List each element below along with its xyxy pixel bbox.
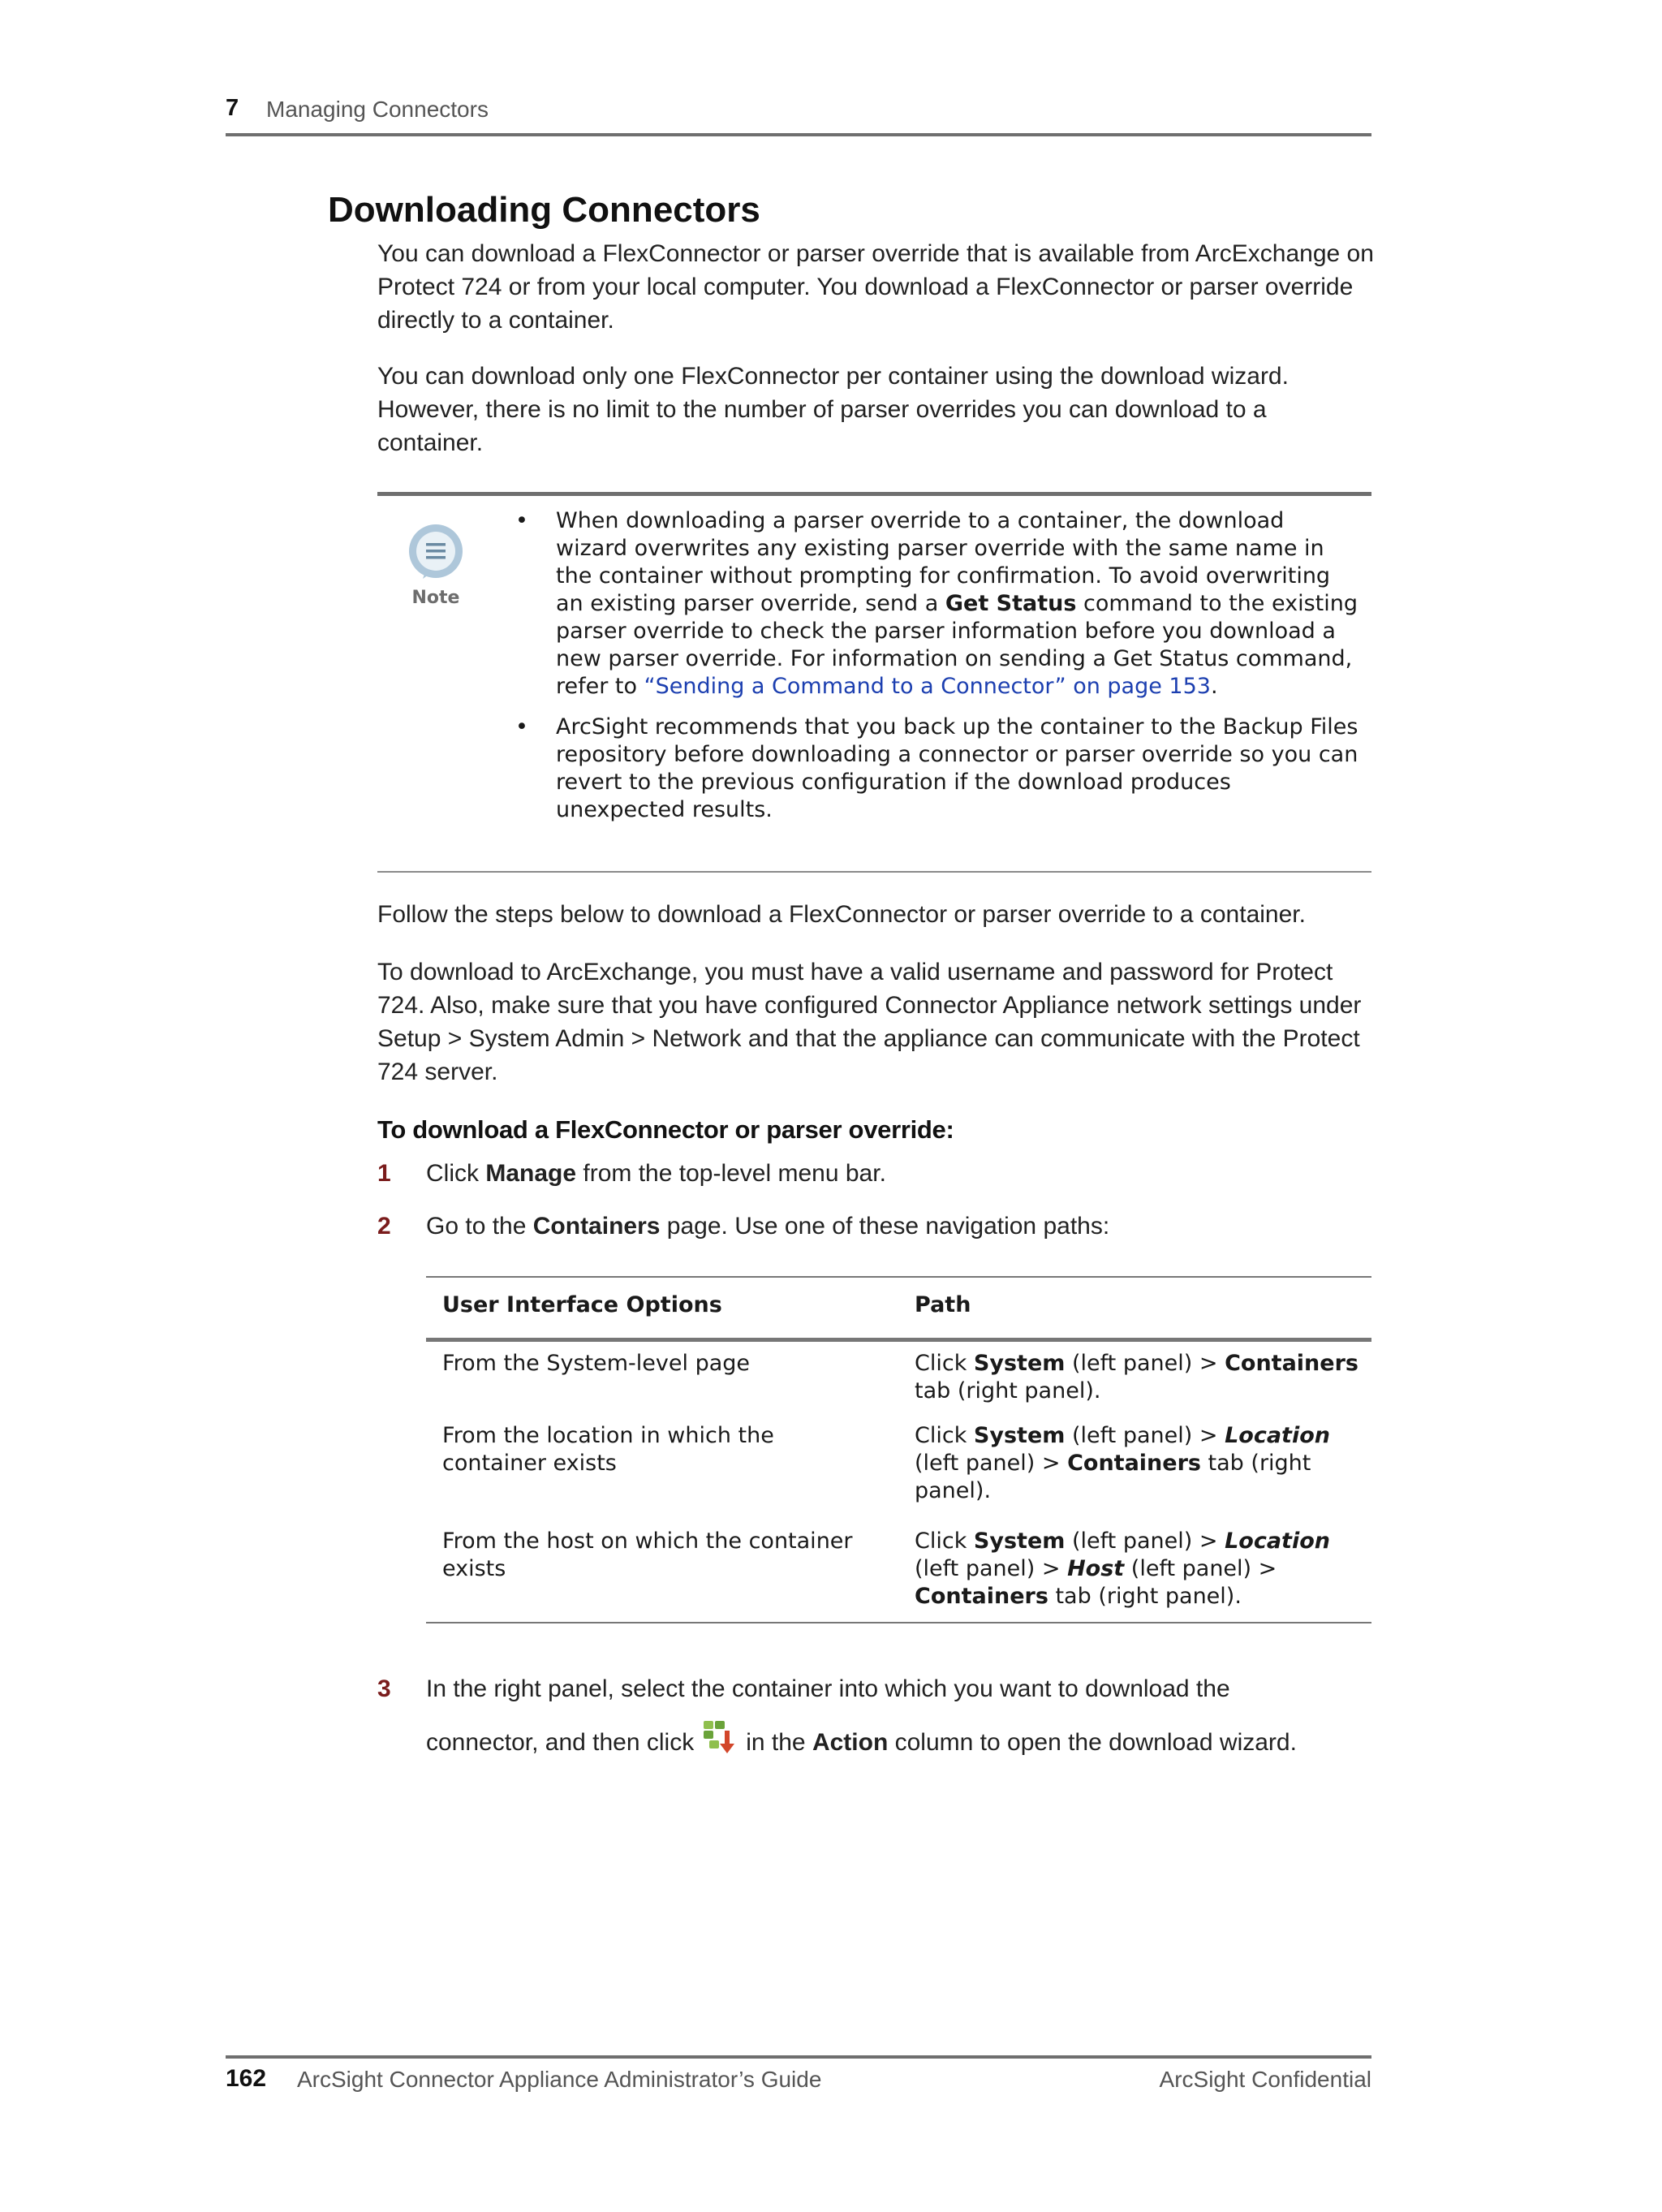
arcexchange-paragraph: To download to ArcExchange, you must have a valid username and password for Protect 724. Also, make sure that you have configured Connector Appliance network settings under Setup > System Admin > Network and that the appliance can communicate with the Protect 724 server. [377,959,1362,1085]
table-cell: Click System (left panel) > Location (left panel) > Containers tab (right panel). [915,1423,1330,1503]
containers-term: Containers [532,1213,661,1240]
manage-term: Manage [485,1160,577,1187]
column-header: Path [915,1292,971,1317]
page-header [226,91,1371,136]
confidential-label: ArcSight Confidential [1159,2067,1371,2092]
download-connector-icon [700,1719,736,1755]
chapter-title: Managing Connectors [266,97,489,122]
cross-reference-link[interactable]: “Sending a Command to a Connector” on page 153 [644,674,1211,699]
get-status-term: Get Status [945,591,1077,616]
section-heading: Downloading Connectors [328,190,760,230]
procedure-title: To download a FlexConnector or parser override: [377,1115,954,1144]
step-number: 1 [377,1160,391,1187]
step-2: 2 Go to the Containers page. Use one of these navigation paths: [377,1209,1376,1244]
action-term: Action [812,1729,889,1756]
table-header [426,1278,1371,1342]
step-3: 3 In the right panel, select the container into which you want to download the connector, and then click in the Action column to open the download wizard. [377,1672,1376,1761]
navigation-paths-table [426,1276,1371,1623]
table-cell: From the System-level page [442,1351,751,1376]
table-row [426,1350,1371,1422]
table-cell: From the host on which the container exists [442,1529,853,1581]
column-header: User Interface Options [442,1292,722,1317]
chapter-number: 7 [226,95,239,121]
table-row [426,1528,1371,1622]
note-icon [403,520,468,610]
page-number: 162 [226,2065,267,2092]
intro-paragraph-2: You can download only one FlexConnector per container using the download wizard. However, there is no limit to the number of parser overrides you can download to a container. [377,363,1289,456]
note-icon-label: Note [411,588,460,608]
guide-title: ArcSight Connector Appliance Administrator’s Guide [297,2067,822,2092]
step-number: 3 [377,1675,391,1702]
table-cell: From the location in which the container exists [442,1423,774,1476]
page-footer [226,2055,1371,2099]
table-cell: Click System (left panel) > Location (left panel) > Host (left panel) > Containers tab (right panel). [915,1529,1330,1609]
step-1: 1 Click Manage from the top-level menu bar. [377,1157,1376,1191]
note-list [515,507,1359,837]
intro-paragraph-1: You can download a FlexConnector or parser override that is available from ArcExchange on Protect 724 or from your local computer. You download a FlexConnector or parser override directly to a container. [377,240,1374,334]
note-box [377,492,1371,873]
follow-steps-paragraph: Follow the steps below to download a FlexConnector or parser override to a container. [377,901,1306,928]
note-bullet-2: • ArcSight recommends that you back up the container to the Backup Files repository before downloading a connector or parser override so you can revert to the previous configuration if the download produces unexpected results. [515,714,1359,824]
table-row [426,1422,1371,1528]
note-bullet-1: • When downloading a parser override to a container, the download wizard overwrites any existing parser override with the same name in the container without prompting for confirmation. To avoid overwriting an existing parser override, send a Get Status command to the existing parser override to check the parser information before you download a new parser override. For information on sending a Get Status command, refer to “Sending a Command to a Connector” on page 153. [515,507,1359,701]
table-cell: Click System (left panel) > Containers tab (right panel). [915,1351,1358,1404]
step-number: 2 [377,1213,391,1240]
